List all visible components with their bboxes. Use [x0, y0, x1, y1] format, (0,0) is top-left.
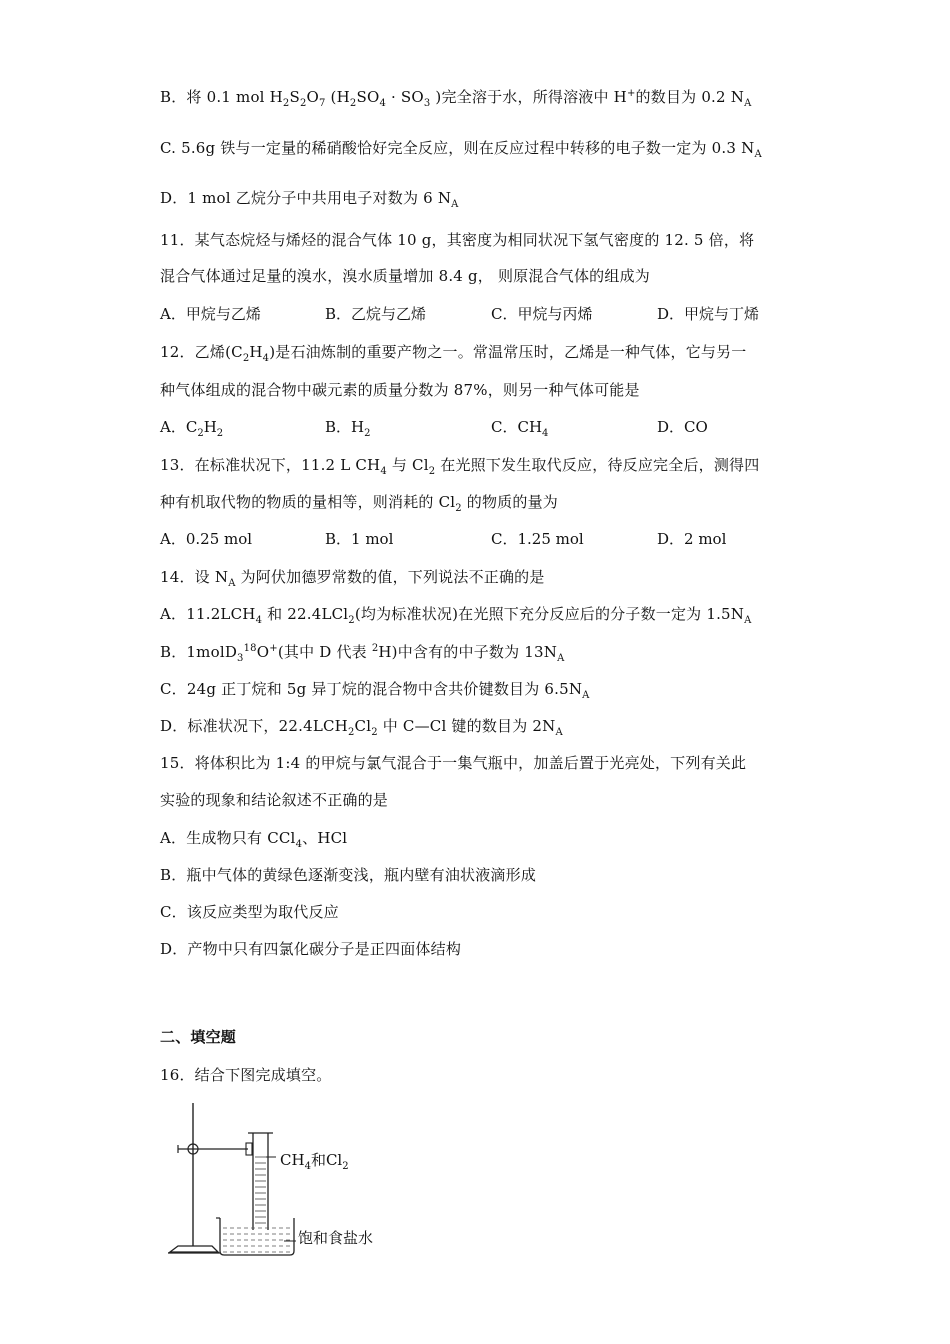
- q14-option-c: C．24g 正丁烷和 5g 异丁烷的混合物中含共价键数目为 $6.5N_A$: [160, 680, 590, 701]
- q12-stem-line1: 12．乙烯$(C_2H_4)$是石油炼制的重要产物之一。常温常压时，乙烯是一种气体，它与另一: [160, 343, 747, 364]
- q11-option-b: B．乙烷与乙烯: [325, 305, 427, 323]
- beaker: [220, 1218, 294, 1255]
- q16-stem: 16．结合下图完成填空。: [160, 1066, 332, 1084]
- q14-stem: 14．设 $N_A$ 为阿伏加德罗常数的值，下列说法不正确的是: [160, 568, 545, 589]
- q13-stem-line2: 种有机取代物的物质的量相等，则消耗的 $Cl_2$ 的物质的量为: [160, 493, 558, 514]
- apparatus-diagram: [160, 1095, 420, 1265]
- q11-stem-line2: 混合气体通过足量的溴水，溴水质量增加 8.4 g， 则原混合气体的组成为: [160, 267, 650, 285]
- q12-option-b: B．$H_2$: [325, 418, 371, 439]
- q15-option-a: A．生成物只有 CCl$_4$、HCl: [160, 829, 348, 850]
- q10-option-b: [160, 87, 752, 107]
- tube-wall: [253, 1133, 268, 1230]
- q14-option-d: D．标准状况下，$22.4LCH_2Cl_2$ 中 C—Cl 键的数目为 $2N_A$: [160, 717, 563, 738]
- q15-stem-line2: 实验的现象和结论叙述不正确的是: [160, 791, 389, 809]
- q15-option-d: D．产物中只有四氯化碳分子是正四面体结构: [160, 940, 462, 958]
- q11-stem-line1: 11．某气态烷烃与烯烃的混合气体 10 g，其密度为相同状况下氢气密度的 12. 5 倍，将: [160, 231, 755, 249]
- q11-option-d: D．甲烷与丁烯: [657, 305, 760, 323]
- q13-option-a: A．0.25 mol: [160, 530, 253, 548]
- q12-option-d: D．CO: [657, 418, 708, 436]
- q15-option-c: C．该反应类型为取代反应: [160, 903, 339, 921]
- section-title: 二、填空题: [160, 1028, 237, 1046]
- q11-option-c: C．甲烷与丙烯: [491, 305, 593, 323]
- q10-b-text-post: 完全溶于水，所得溶液中 H+的数目为 0.2 $N_A$: [441, 88, 752, 109]
- gas-label: $CH_4$和$Cl_2$: [280, 1151, 349, 1172]
- q10-b-text-pre: B．将 0.1 mol: [160, 88, 270, 106]
- q15-stem-line1: 15．将体积比为 1:4 的甲烷与氯气混合于一集气瓶中，加盖后置于光亮处，下列有关此: [160, 754, 747, 772]
- tube-liquid: [255, 1157, 266, 1223]
- q13-option-b: B．1 mol: [325, 530, 394, 548]
- beaker-liquid: [223, 1228, 291, 1252]
- q10-option-c: C. 5.6g 铁与一定量的稀硝酸恰好完全反应，则在反应过程中转移的电子数一定为 0.3 $N_A$: [160, 139, 762, 160]
- q14-option-a: A．$11.2LCH_4$ 和 22.4LCl$_2$(均为标准状况)在光照下充分反应后的分子数一定为 $1.5N_A$: [160, 605, 752, 626]
- stand-base: [170, 1246, 218, 1252]
- q14-option-b: B．1molD$_3^{18}$O+(其中 D 代表 $^2$H)中含有的中子数为 $13N_A$: [160, 643, 565, 664]
- liquid-label: 饱和食盐水: [298, 1229, 374, 1247]
- q13-option-c: C．1.25 mol: [491, 530, 584, 548]
- q13-stem-line1: 13．在标准状况下，11.2 L $CH_4$ 与 $Cl_2$ 在光照下发生取代反应，待反应完全后，测得四: [160, 456, 760, 477]
- q11-option-a: A．甲烷与乙烯: [160, 305, 261, 323]
- q12-stem-line2: 种气体组成的混合物中碳元素的质量分数为 87%，则另一种气体可能是: [160, 381, 640, 399]
- q12-option-a: A．$C_2H_2$: [160, 418, 224, 439]
- q15-option-b: B．瓶中气体的黄绿色逐渐变浅，瓶内壁有油状液滴形成: [160, 866, 537, 884]
- q10-b-formula: $H_2S_2O_7$ ($H_2SO_4 \cdot SO_3$ ): [269, 88, 442, 109]
- q10-option-d: D．1 mol 乙烷分子中共用电子对数为 6 $N_A$: [160, 189, 459, 210]
- q13-option-d: D．2 mol: [657, 530, 727, 548]
- q12-option-c: C．$CH_4$: [491, 418, 549, 439]
- apparatus-svg: [160, 1095, 420, 1265]
